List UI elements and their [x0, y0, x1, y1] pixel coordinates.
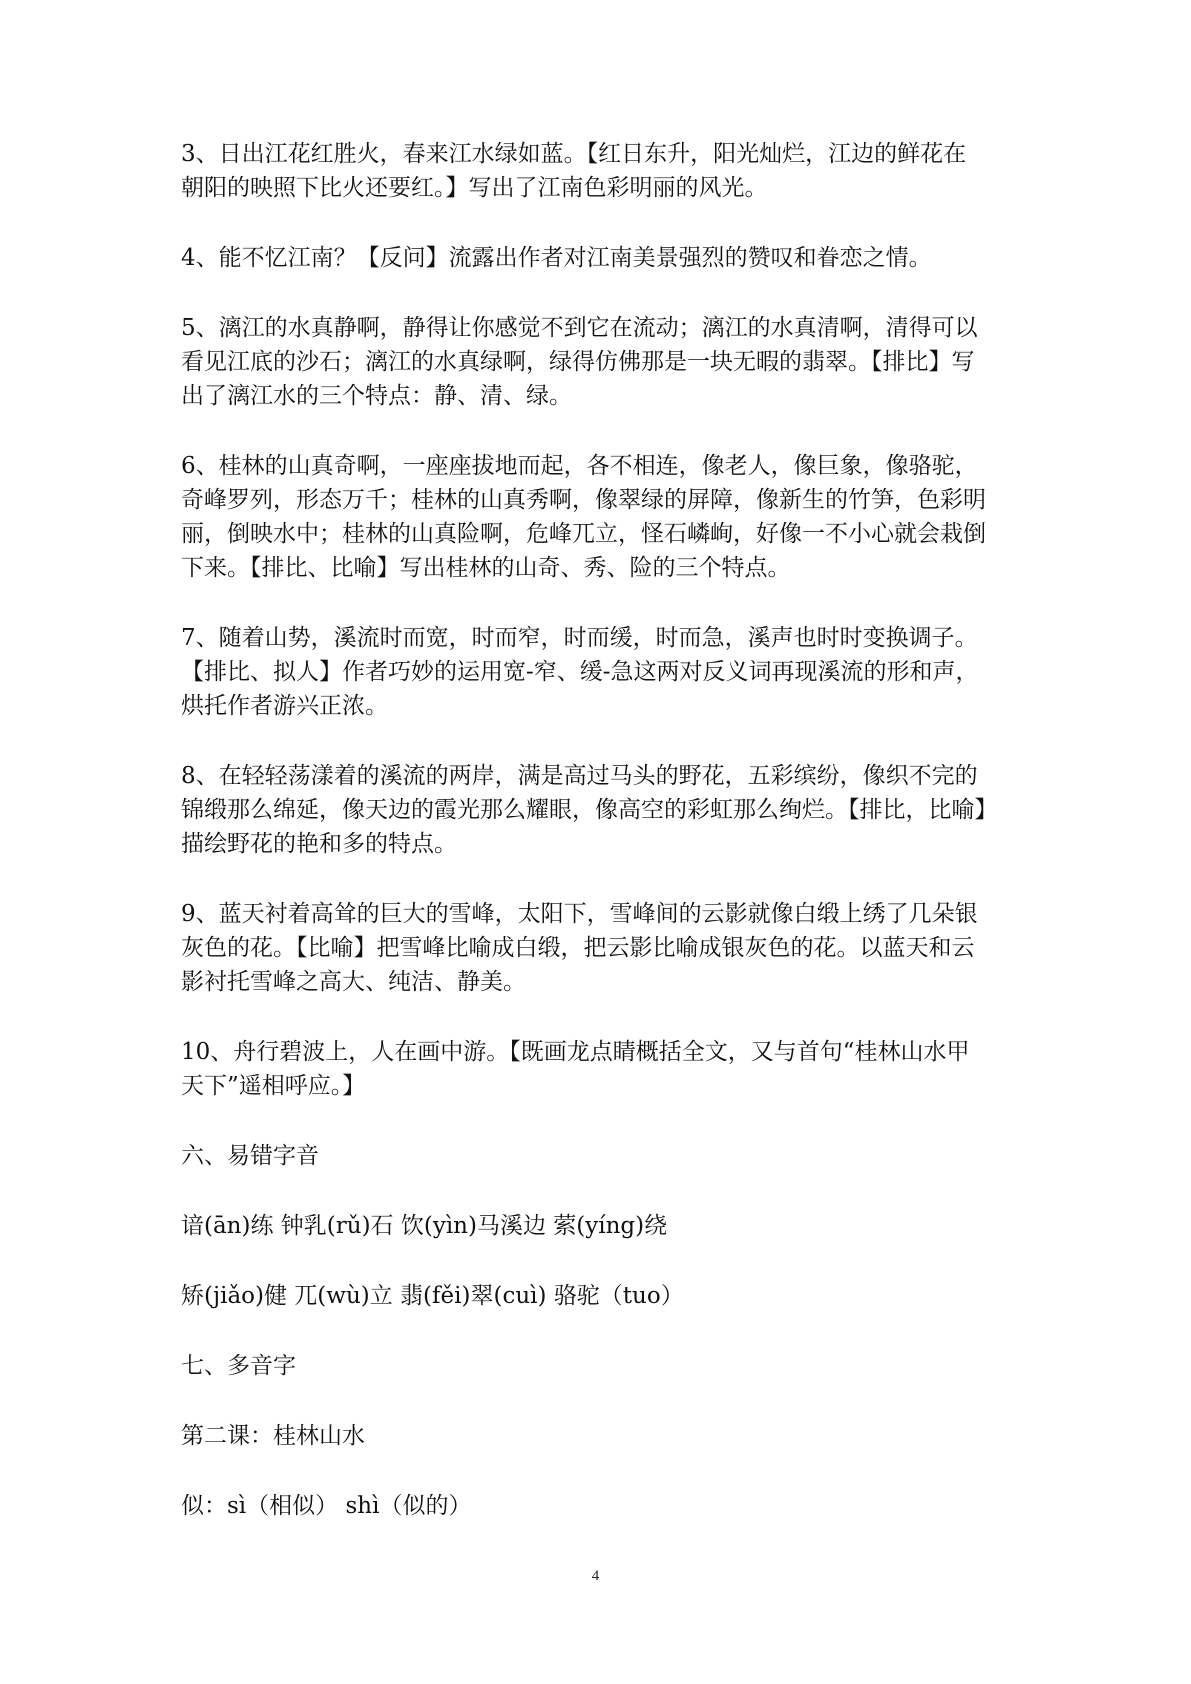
text-line: 9、蓝天衬着高耸的巨大的雪峰，太阳下，雪峰间的云影就像白缎上绣了几朵银	[181, 901, 978, 927]
paragraph-item-8	[181, 759, 1021, 861]
text-line: 描绘野花的艳和多的特点。	[181, 831, 457, 857]
text-line: 锦缎那么绵延，像天边的霞光那么耀眼，像高空的彩虹那么绚烂。【排比，比喻】	[181, 797, 998, 823]
text-line: 丽，倒映水中；桂林的山真险啊，危峰兀立，怪石嶙峋，好像一不小心就会栽倒	[181, 521, 986, 547]
section-heading-six: 六、易错字音	[181, 1143, 319, 1169]
text-line: 5、漓江的水真静啊，静得让你感觉不到它在流动；漓江的水真清啊，清得可以	[181, 315, 978, 341]
text-line: 影衬托雪峰之高大、纯洁、静美。	[181, 969, 526, 995]
paragraph-item-5	[181, 311, 1021, 413]
text-line: 10、舟行碧波上，人在画中游。【既画龙点睛概括全文，又与首句“桂林山水甲	[181, 1039, 970, 1065]
paragraph-item-4	[181, 241, 1021, 275]
paragraph-item-3	[181, 137, 1021, 205]
lesson-title: 第二课：桂林山水	[181, 1423, 365, 1449]
paragraph-item-7	[181, 621, 1021, 723]
text-line: 8、在轻轻荡漾着的溪流的两岸，满是高过马头的野花，五彩缤纷，像织不完的	[181, 763, 978, 789]
paragraph-item-10	[181, 1035, 1021, 1103]
text-line: 【排比、拟人】作者巧妙的运用宽-窄、缓-急这两对反义词再现溪流的形和声，	[181, 659, 979, 685]
page-number: 4	[591, 1568, 600, 1584]
text-line: 4、能不忆江南？【反问】流露出作者对江南美景强烈的赞叹和眷恋之情。	[181, 245, 932, 271]
text-line: 下来。【排比、比喻】写出桂林的山奇、秀、险的三个特点。	[181, 555, 791, 581]
polyphone-line: 似：sì（相似） shì（似的）	[181, 1493, 472, 1519]
text-line: 朝阳的映照下比火还要红。】写出了江南色彩明丽的风光。	[181, 175, 768, 201]
text-line: 灰色的花。【比喻】把雪峰比喻成白缎，把云影比喻成银灰色的花。以蓝天和云	[181, 935, 975, 961]
text-line: 出了漓江水的三个特点：静、清、绿。	[181, 383, 572, 409]
document-body	[181, 137, 1021, 1559]
paragraph-item-6	[181, 449, 1021, 585]
section-heading-seven: 七、多音字	[181, 1353, 296, 1379]
text-line: 奇峰罗列，形态万千；桂林的山真秀啊，像翠绿的屏障，像新生的竹笋，色彩明	[181, 487, 986, 513]
text-line: 3、日出江花红胜火，春来江水绿如蓝。【红日东升，阳光灿烂，江边的鲜花在	[181, 141, 967, 167]
text-line: 6、桂林的山真奇啊，一座座拔地而起，各不相连，像老人，像巨象，像骆驼，	[181, 453, 978, 479]
text-line: 7、随着山势，溪流时而宽，时而窄，时而缓，时而急，溪声也时时变换调子。	[181, 625, 978, 651]
text-line: 烘托作者游兴正浓。	[181, 693, 388, 719]
paragraph-item-9	[181, 897, 1021, 999]
pinyin-line-1: 谙(ān)练 钟乳(rǔ)石 饮(yìn)马溪边 萦(yíng)绕	[181, 1213, 668, 1239]
text-line: 天下”遥相呼应。】	[181, 1073, 366, 1099]
pinyin-line-2: 矫(jiǎo)健 兀(wù)立 翡(fěi)翠(cuì) 骆驼（tuo）	[181, 1283, 684, 1309]
text-line: 看见江底的沙石；漓江的水真绿啊，绿得仿佛那是一块无暇的翡翠。【排比】写	[181, 349, 975, 375]
